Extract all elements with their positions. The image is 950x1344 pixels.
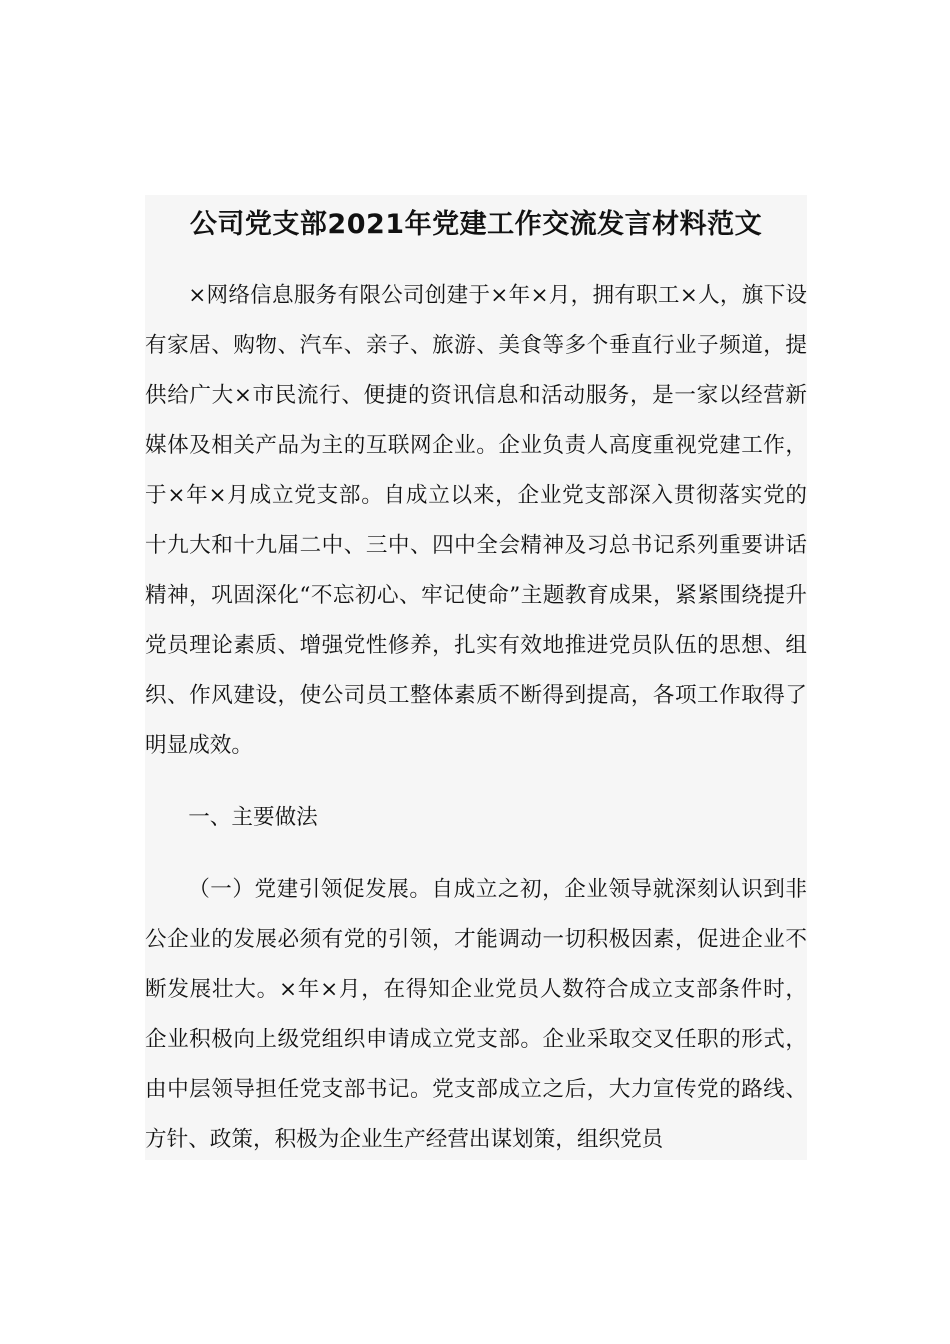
document-body xyxy=(145,271,807,1160)
paragraph-company-overview: ×网络信息服务有限公司创建于×年×月，拥有职工×人，旗下设有家居、购物、汽车、亲子、旅游、美食等多个垂直行业子频道，提供给广大×市民流行、便捷的资讯信息和活动服务，是一家以经营新媒体及相关产品为主的互联网企业。企业负责人高度重视党建工作，于×年×月成立党支部。自成立以来，企业党支部深入贯彻落实党的十九大和十九届二中、三中、四中全会精神及习总书记系列重要讲话精神，巩固深化“不忘初心、牢记使命”主题教育成果，紧紧围绕提升党员理论素质、增强党性修养，扎实有效地推进党员队伍的思想、组织、作风建设，使公司员工整体素质不断得到提高，各项工作取得了明显成效。 xyxy=(145,283,807,758)
section-heading-main-practices: 一、主要做法 xyxy=(188,805,318,830)
paragraph-party-leadership: （一）党建引领促发展。自成立之初，企业领导就深刻认识到非公企业的发展必须有党的引领，才能调动一切积极因素，促进企业不断发展壮大。×年×月，在得知企业党员人数符合成立支部条件时，企业积极向上级党组织申请成立党支部。企业采取交叉任职的形式，由中层领导担任党支部书记。党支部成立之后，大力宣传党的路线、方针、政策，积极为企业生产经营出谋划策，组织党员 xyxy=(145,877,807,1152)
document-title: 公司党支部2021年党建工作交流发言材料范文 xyxy=(189,209,763,240)
document-text-block xyxy=(145,195,807,1160)
